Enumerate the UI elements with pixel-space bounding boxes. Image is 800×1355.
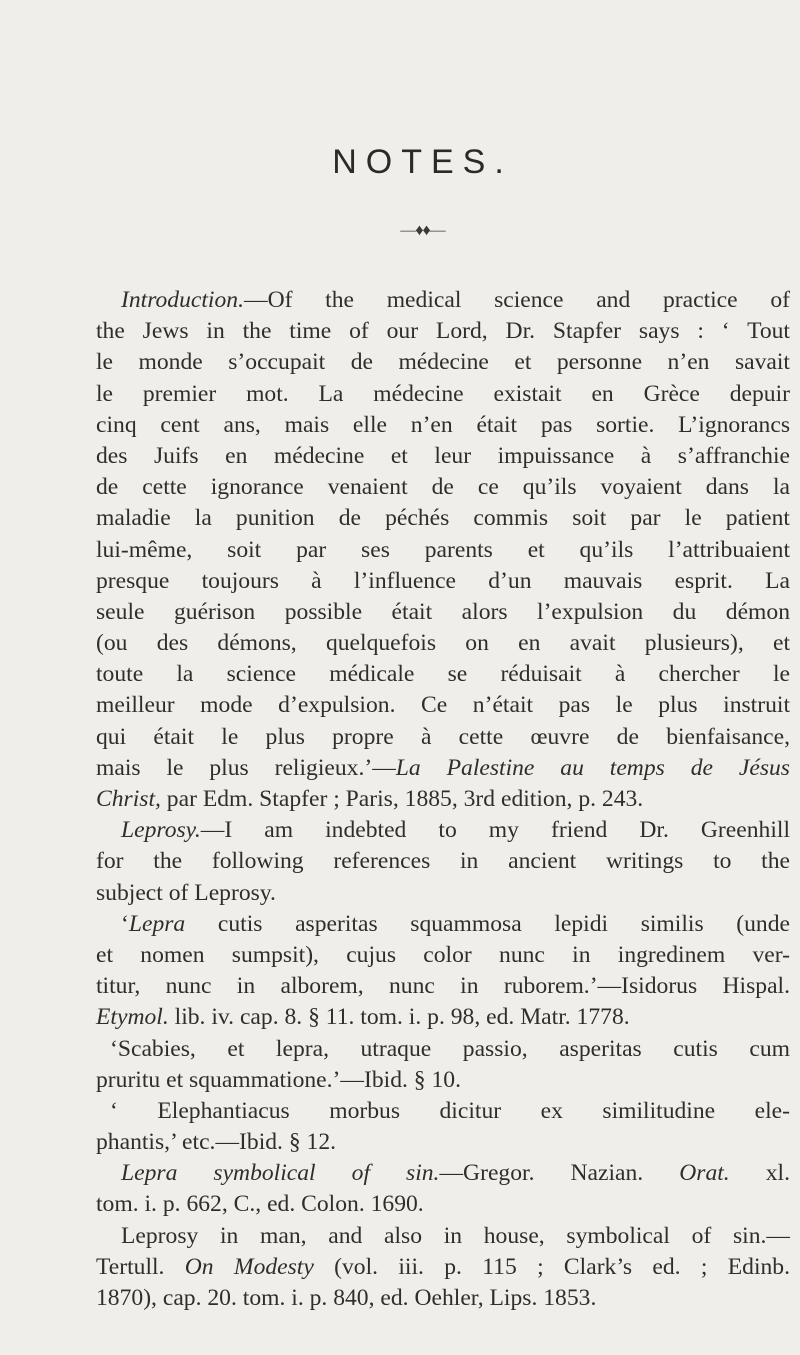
- text-line: des Juifs en médecine et leur impuissance à s’affranchie: [96, 442, 790, 469]
- text-line: seule guérison possible était alors l’expulsion du démon: [96, 598, 790, 625]
- text-line: Leprosy in man, and also in house, symbolical of sin.—: [121, 1222, 790, 1249]
- text-line: phantis,’ etc.—Ibid. § 12.: [96, 1129, 337, 1156]
- symbolic-label: Lepra symbolical of sin.: [121, 1160, 440, 1187]
- book-title-cont: Christ,: [96, 786, 161, 812]
- text-line: Lepra symbolical of sin.—Gregor. Nazian. Orat. xl.: [121, 1160, 790, 1187]
- text-line: pruritu et squammatione.’—Ibid. § 10.: [96, 1066, 461, 1093]
- text-line: presque toujours à l’influence d’un mauvais esprit. La: [96, 567, 790, 594]
- text-line: de cette ignorance venaient de ce qu’ils voyaient dans la: [96, 474, 790, 501]
- text-line: meilleur mode d’expulsion. Ce n’était pas le plus instruit: [96, 692, 790, 719]
- leprosy-paragraph: [96, 815, 790, 909]
- intro-label: Introduction.: [121, 287, 244, 313]
- text-line: tom. i. p. 662, C., ed. Colon. 1690.: [96, 1191, 424, 1218]
- text-line: Tertull. On Modesty (vol. iii. p. 115 ; Clark’s ed. ; Edinb.: [96, 1253, 790, 1280]
- text-line: ‘ Elephantiacus morbus dicitur ex similitudine ele-: [110, 1097, 790, 1124]
- text-line: ‘Scabies, et lepra, utraque passio, asperitas cutis cum: [110, 1035, 790, 1062]
- scabies-quote: [96, 1034, 790, 1096]
- text-line: Christ, par Edm. Stapfer ; Paris, 1885, 3rd edition, p. 243.: [96, 786, 644, 812]
- text-line: titur, nunc in alborem, nunc in ruborem.’—Isidorus Hispal.: [96, 973, 790, 1000]
- text-line: subject of Leprosy.: [96, 879, 276, 906]
- elephantiacus-quote: [96, 1096, 790, 1158]
- intro-paragraph: [96, 285, 790, 815]
- page-title: NOTES.: [332, 143, 513, 181]
- etymol-title: Etymol.: [96, 1004, 169, 1031]
- text-line: toute la science médicale se réduisait à chercher le: [96, 661, 790, 688]
- text-line: cinq cent ans, mais elle n’en était pas sortie. L’ignorancs: [96, 411, 790, 438]
- notes-body: [96, 285, 790, 1314]
- text-line: mais le plus religieux.’—La Palestine au temps de Jésus: [96, 754, 790, 781]
- text-line: et nomen sumpsit), cujus color nunc in ingredinem ver-: [96, 941, 790, 968]
- ornament-divider: —♦♦—: [400, 222, 445, 239]
- leprosy-label: Leprosy.: [121, 817, 201, 844]
- text-line: Leprosy.—I am indebted to my friend Dr. Greenhill: [121, 817, 790, 844]
- text-line: maladie la punition de péchés commis soit par le patient: [96, 505, 790, 532]
- house-paragraph: [96, 1221, 790, 1315]
- text-line: Etymol. lib. iv. cap. 8. § 11. tom. i. p. 98, ed. Matr. 1778.: [96, 1004, 630, 1031]
- text-line: le monde s’occupait de médecine et personne n’en savait: [96, 349, 790, 376]
- symbolic-paragraph: [96, 1158, 790, 1220]
- modesty-title: On Modesty: [184, 1253, 314, 1280]
- orat-title: Orat.: [679, 1160, 730, 1187]
- text-line: le premier mot. La médecine existait en Grèce depuir: [96, 380, 790, 407]
- text-line: 1870), cap. 20. tom. i. p. 840, ed. Oehler, Lips. 1853.: [96, 1285, 597, 1311]
- book-title: La Palestine au temps de Jésus: [395, 754, 790, 781]
- lepra-word: Lepra: [128, 910, 186, 937]
- text-line: lui-même, soit par ses parents et qu’ils l’attribuaient: [96, 536, 790, 563]
- text-line: for the following references in ancient writings to the: [96, 848, 790, 875]
- text-line: the Jews in the time of our Lord, Dr. Stapfer says : ‘ Tout: [96, 318, 790, 345]
- text-line: (ou des démons, quelquefois on en avait plusieurs), et: [96, 630, 790, 657]
- lepra-quote: [96, 909, 790, 1034]
- text-line: qui était le plus propre à cette œuvre de bienfaisance,: [96, 723, 790, 750]
- text-line: Introduction.—Of the medical science and practice of: [121, 287, 790, 313]
- text-line: ‘Lepra cutis asperitas squammosa lepidi similis (unde: [121, 910, 790, 937]
